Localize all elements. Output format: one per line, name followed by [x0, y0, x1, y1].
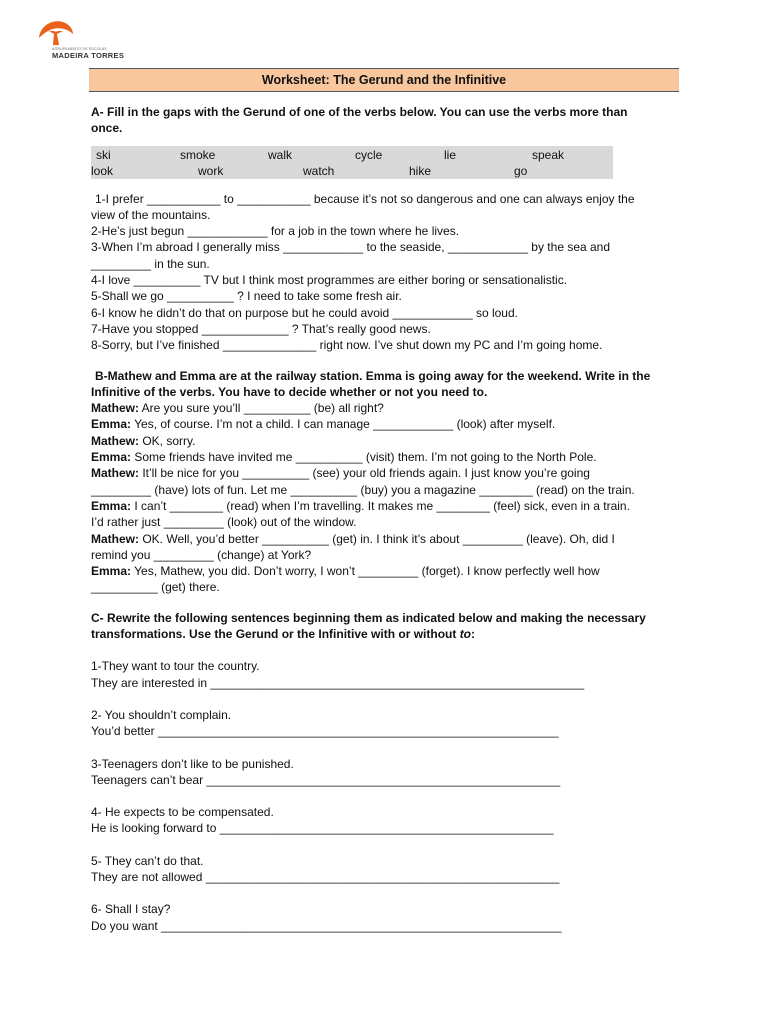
logo-name: MADEIRA TORRES — [52, 51, 125, 60]
worksheet-title: Worksheet: The Gerund and the Infinitive — [89, 68, 679, 92]
rewrite-answer-line[interactable]: You’d better ____________________________________________________________ — [91, 724, 559, 739]
verb-item: watch — [303, 163, 335, 178]
section-c-instruction-line-2 — [91, 626, 679, 642]
sentence-line: 1-I prefer ___________ to ___________ because it’s not so dangerous and one can always enjoy the — [95, 191, 635, 206]
section-b — [91, 368, 679, 596]
sentence-line: 6-I know he didn’t do that on purpose but he could avoid ____________ so loud. — [91, 305, 518, 320]
dialog-speaker: Mathew: — [91, 531, 139, 546]
section-a — [91, 104, 679, 354]
rewrite-item — [91, 804, 679, 837]
dialog-text: It’ll be nice for you __________ (see) your old friends again. I just know you’re going — [139, 466, 590, 481]
dialog-text: remind you _________ (change) at York? — [91, 547, 312, 562]
dialog-speaker: Mathew: — [91, 401, 139, 416]
section-b-instruction-line-2: Infinitive of the verbs. You have to decide whether or not you need to. — [91, 384, 488, 399]
rewrite-item — [91, 658, 679, 691]
verb-item: cycle — [355, 147, 383, 162]
dialog-text: I’d rather just _________ (look) out of the window. — [91, 515, 357, 530]
rewrite-prompt: 4- He expects to be compensated. — [91, 805, 274, 820]
rewrite-answer-line[interactable]: They are interested in ________________________________________________________ — [91, 675, 585, 690]
rewrite-prompt: 1-They want to tour the country. — [91, 659, 260, 674]
dialog-text: OK, sorry. — [139, 433, 196, 448]
rewrite-item — [91, 853, 679, 886]
verb-item: lie — [444, 147, 457, 162]
dialog-text: I can’t ________ (read) when I’m travelling. It makes me ________ (feel) sick, even in a train. — [131, 498, 630, 513]
sentence-line: 2-He’s just begun ____________ for a job in the town where he lives. — [91, 224, 460, 239]
instruction-text: transformations. Use the Gerund or the Infinitive with or without — [91, 627, 460, 642]
dialog-line — [91, 579, 679, 595]
dialog-speaker: Mathew: — [91, 466, 139, 481]
verb-item: hike — [409, 163, 432, 178]
dialog-line — [91, 416, 679, 432]
dialog-line — [91, 531, 679, 547]
verb-item: work — [198, 163, 224, 178]
rewrite-prompt: 2- You shouldn’t complain. — [91, 707, 232, 722]
dialog-text: Are you sure you’ll __________ (be) all right? — [139, 401, 384, 416]
dialog-line — [91, 465, 679, 481]
instruction-italic: to — [459, 627, 472, 642]
dialog-line — [91, 547, 679, 563]
verb-box — [91, 146, 613, 179]
rewrite-item — [91, 756, 679, 789]
section-a-instruction-line-1: A- Fill in the gaps with the Gerund of one of the verbs below. You can use the verbs more than — [91, 105, 628, 119]
worksheet-body — [91, 104, 679, 934]
rewrite-answer-line[interactable]: Teenagers can’t bear _____________________________________________________ — [91, 772, 561, 787]
dialog-line — [91, 433, 679, 449]
dialog-speaker: Emma: — [91, 498, 132, 513]
dialog-text: Yes, of course. I’m not a child. I can manage ____________ (look) after myself. — [131, 417, 556, 432]
dialog-text: Yes, Mathew, you did. Don’t worry, I won’t _________ (forget). I know perfectly well how — [131, 564, 600, 579]
section-b-instruction-line-1: B-Mathew and Emma are at the railway station. Emma is going away for the weekend. Write in the — [95, 368, 651, 383]
dialog-line — [91, 498, 679, 514]
dialog-text: __________ (get) there. — [91, 580, 220, 595]
sentence-line: 3-When I’m abroad I generally miss ____________ to the seaside, ____________ by the sea and — [91, 240, 611, 255]
dialog-speaker: Mathew: — [91, 433, 139, 448]
dialog-line — [91, 514, 679, 530]
dialog-line — [91, 449, 679, 465]
dialog-line — [91, 563, 679, 579]
dialog-speaker: Emma: — [91, 417, 132, 432]
verb-item: ski — [96, 147, 111, 162]
rewrite-prompt: 3-Teenagers don’t like to be punished. — [91, 756, 294, 771]
sentence-line: 4-I love __________ TV but I think most programmes are either boring or sensationalistic. — [91, 273, 568, 288]
verb-item: go — [514, 163, 528, 178]
school-logo — [36, 18, 146, 60]
sentence-line: _________ in the sun. — [91, 256, 210, 271]
sentence-line: 5-Shall we go __________ ? I need to take some fresh air. — [91, 289, 402, 304]
dialog-text: OK. Well, you’d better __________ (get) in. I think it’s about _________ (leave). Oh, did I — [139, 531, 615, 546]
rewrite-answer-line[interactable]: He is looking forward to __________________________________________________ — [91, 821, 554, 836]
verb-item: speak — [532, 147, 565, 162]
dialog-line — [91, 400, 679, 416]
section-a-instruction-line-2: once. — [91, 121, 123, 136]
rewrite-answer-line[interactable]: They are not allowed _____________________________________________________ — [91, 869, 560, 884]
rewrite-prompt: 5- They can’t do that. — [91, 853, 204, 868]
section-c-instruction-line-1: C- Rewrite the following sentences beginning them as indicated below and making the necessary — [91, 610, 646, 625]
verb-item: look — [91, 163, 114, 178]
rewrite-item — [91, 707, 679, 740]
verb-item: walk — [268, 147, 293, 162]
verb-item: smoke — [180, 147, 216, 162]
rewrite-prompt: 6- Shall I stay? — [91, 902, 171, 917]
dialog-text: _________ (have) lots of fun. Let me __________ (buy) you a magazine ________ (read) on the train. — [91, 482, 635, 497]
dialog-speaker: Emma: — [91, 564, 132, 579]
section-c — [91, 610, 679, 934]
logo-mark-icon — [36, 18, 76, 48]
sentence-line: 7-Have you stopped _____________ ? That’s really good news. — [91, 321, 431, 336]
logo-subtitle: AGRUPAMENTO DE ESCOLAS — [52, 47, 107, 51]
dialog-line — [91, 482, 679, 498]
rewrite-item — [91, 901, 679, 934]
rewrite-answer-line[interactable]: Do you want ____________________________________________________________ — [91, 918, 562, 933]
dialog-text: Some friends have invited me __________ (visit) them. I’m not going to the North Pole. — [131, 450, 597, 465]
sentence-line: 8-Sorry, but I’ve finished ______________ right now. I’ve shut down my PC and I’m going home. — [91, 338, 603, 353]
instruction-colon: : — [471, 627, 476, 642]
sentence-line: view of the mountains. — [91, 207, 211, 222]
dialog-speaker: Emma: — [91, 450, 132, 465]
